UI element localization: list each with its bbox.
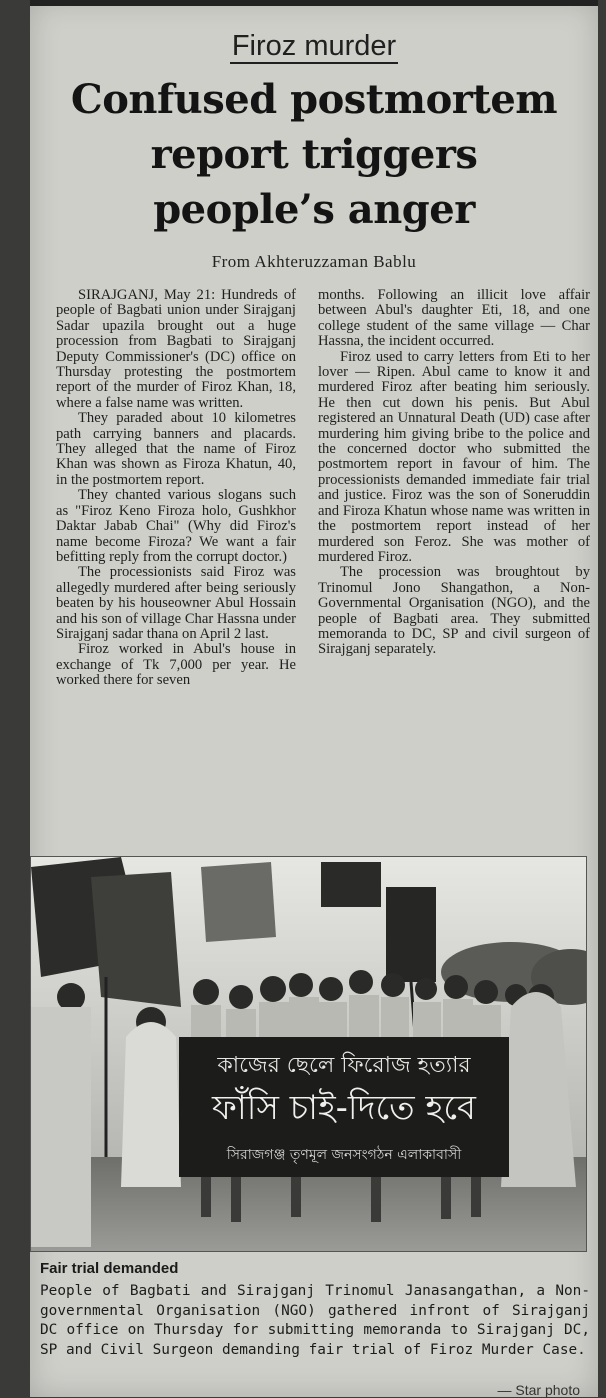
protest-photo-illustration	[31, 857, 586, 1251]
paragraph: SIRAJGANJ, May 21: Hundreds of people of Bagbati union under Sirajganj Sadar upazila brought out a huge procession from Bagbati to Sirajganj Deputy Commissioner's (DC) office on Thursday protesting the postmortem report of the murder of Firoz Khan, 18, where a false name was written.	[56, 287, 296, 411]
paragraph: They chanted various slogans such as "Firoz Keno Firoza holo, Gushkhor Daktar Jabab Chai" (Why did Firoz's name become Firoza? We want a fair befitting reply from the corrupt doctor.)	[56, 487, 296, 565]
byline: From Akhteruzzaman Bablu	[211, 252, 417, 271]
placard	[386, 887, 436, 982]
paragraph: Firoz used to carry letters from Eti to her lover — Ripen. Abul came to know it and murdered Firoz after beating him seriously. He then cut down his penis. But Abul registered an Unnatural Death (UD) case after murdering him giving bribe to the police and the concerned doctor who submitted the postmortem report in favour of him. The processionists demanded immediate fair trial and justice. Firoz was the son of Soneruddin and Firoza Khatun whose name was written in the postmortem report instead of her murdered son Feroz. She was mother of murdered Firoz.	[318, 348, 590, 565]
headline-line: people’s anger	[153, 186, 475, 233]
newspaper-clipping	[30, 0, 598, 1397]
placard	[321, 862, 381, 907]
paragraph: They paraded about 10 kilometres path carrying banners and placards. They alleged that the name of Firoz Khan was shown as Firoza Khatun, 40, in the postmortem report.	[56, 410, 296, 488]
banner-text: ফাঁসি চাই-দিতে হবে	[212, 1088, 476, 1128]
kicker: Firoz murder	[231, 30, 397, 62]
photo-caption: People of Bagbati and Sirajganj Trinomul Janasangathan, a Non-governmental Organisation (NGO) gathered infront of Sirajganj DC office on Thursday for submitting memoranda to Sirajganj DC, SP and Civil Surgeon demanding fair trial of Firoz Murder Case.	[40, 1283, 590, 1358]
paragraph: months. Following an illicit love affair between Abul's daughter Eti, 18, and one college student of the same village — Char Hassna, the incident occurred.	[318, 287, 590, 350]
headline-line: report triggers	[150, 131, 478, 178]
caption-heading: Fair trial demanded	[40, 1260, 179, 1277]
article-column-2	[318, 288, 590, 658]
paragraph: Firoz worked in Abul's house in exchange of Tk 7,000 per year. He worked there for seven	[56, 641, 296, 689]
banner-text: কাজের ছেলে ফিরোজ হত্যার	[217, 1053, 471, 1078]
top-rule	[30, 0, 598, 6]
news-photo	[30, 856, 587, 1252]
paragraph: The processionists said Firoz was allegedly murdered after being seriously beaten by his houseowner Abul Hossain and his son of village Char Hassna under Sirajganj sadar thana on April 2 last.	[56, 564, 296, 642]
photo-credit: — Star photo	[497, 1382, 580, 1398]
headline	[30, 72, 598, 237]
person	[121, 1022, 181, 1187]
paragraph: The procession was broughtout by Trinomul Jono Shangathon, a Non-Governmental Organisation (NGO), and the people of Bagbati area. They submitted memoranda to DC, SP and civil surgeon of Sirajganj separately.	[318, 564, 590, 658]
article-column-1	[56, 288, 296, 689]
headline-line: Confused postmortem	[70, 76, 558, 123]
banner-text: সিরাজগঞ্জ তৃণমূল জনসংগঠন এলাকাবাসী	[226, 1147, 462, 1163]
